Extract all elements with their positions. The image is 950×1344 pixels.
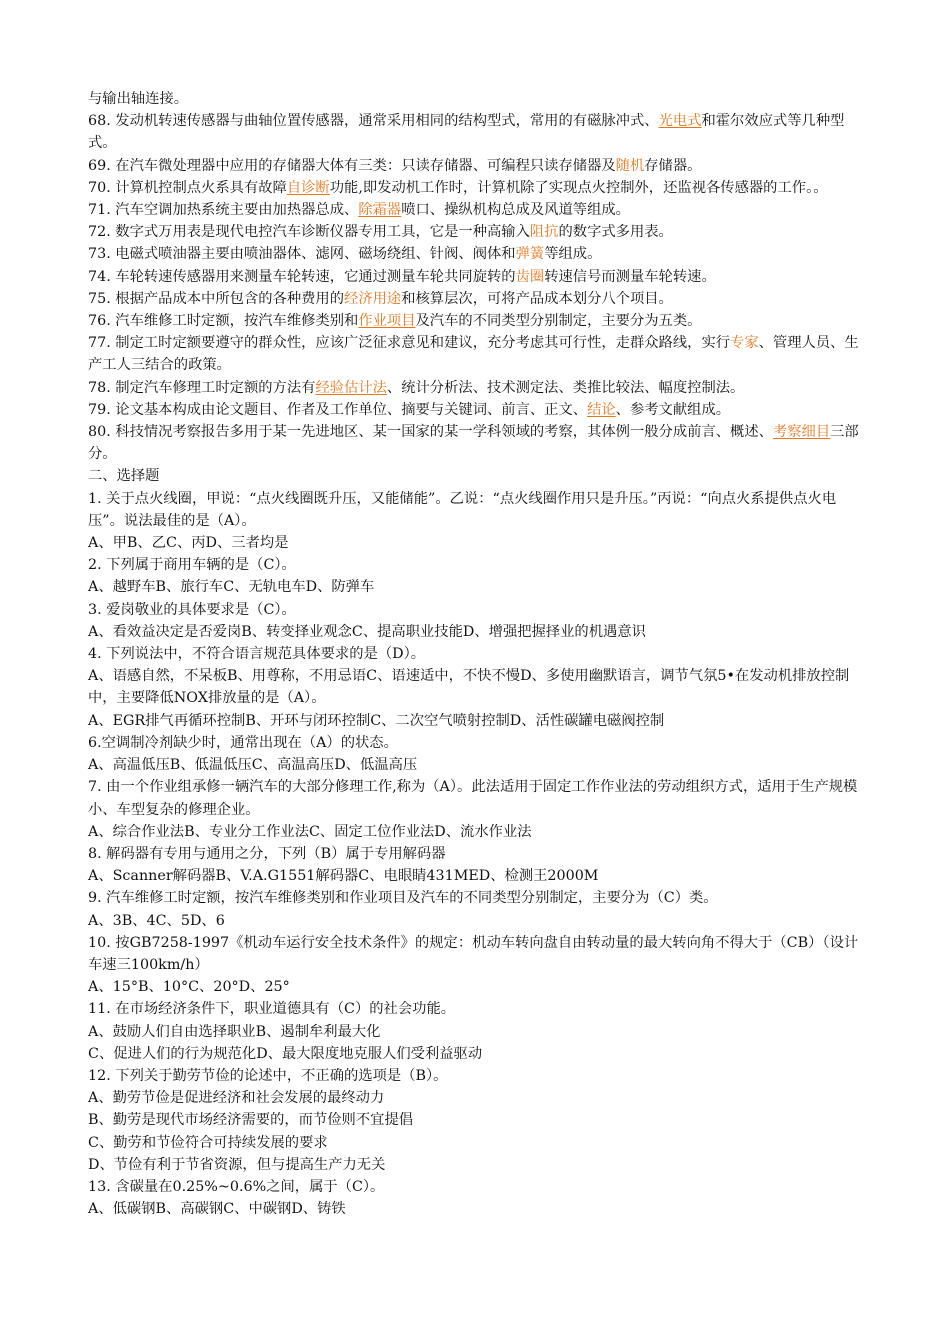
- fill-question: [88, 399, 868, 421]
- question-text: 和霍尔效应式等几种型式。: [88, 113, 845, 152]
- question-text: 等组成。: [544, 246, 602, 263]
- question-text: 存储器。: [644, 157, 702, 174]
- question-text: 72. 数字式万用表是现代电控汽车诊断仪器专用工具，它是一种高输入: [88, 224, 530, 241]
- question-text: 80. 科技情况考察报告多用于某一先进地区、某一国家的某一学科领域的考察，其体例一般分成前言、概述、: [88, 424, 773, 441]
- answer-highlight: 阻抗: [529, 224, 559, 241]
- question-text: 79. 论文基本构成由论文题目、作者及工作单位、摘要与关键词、前言、正文、: [88, 401, 588, 418]
- choice-options: A、3B、4C、5D、6: [88, 912, 225, 929]
- answer-highlight: 自诊断: [286, 179, 330, 196]
- choice-question: 8. 解码器有专用与通用之分，下列（B）属于专用解码器: [88, 845, 446, 862]
- fill-question: [88, 421, 868, 465]
- choice-options: A、Scanner解码器B、V.A.G1551解码器C、电眼睛431MED、检测王2000M: [88, 868, 599, 885]
- question-text: 及汽车的不同类型分别制定，主要分为五类。: [415, 313, 702, 330]
- choice-question: 9. 汽车维修工时定额，按汽车维修类别和作业项目及汽车的不同类型分别制定，主要分为（C）类。: [88, 890, 718, 907]
- choice-options: A、15°B、10°C、20°D、25°: [88, 979, 290, 996]
- question-text: 68. 发动机转速传感器与曲轴位置传感器，通常采用相同的结构型式，常用的有磁脉冲式、: [88, 113, 659, 130]
- answer-highlight: 除霜器: [358, 202, 402, 219]
- question-text: 功能,即发动机工作时，计算机除了实现点火控制外，还监视各传感器的工作。。: [329, 179, 828, 196]
- choice-options: C、促进人们的行为规范化D、最大限度地克服人们受利益驱动: [88, 1045, 483, 1062]
- fill-question: [88, 332, 868, 376]
- answer-highlight: 齿圈: [515, 268, 545, 285]
- fill-question: [88, 243, 868, 265]
- choice-options: A、综合作业法B、专业分工作业法C、固定工位作业法D、流水作业法: [88, 823, 532, 840]
- choice-question: 10. 按GB7258-1997《机动车运行安全技术条件》的规定：机动车转向盘自由转动量的最大转向角不得大于（CB）（设计车速三100km/h）: [88, 934, 859, 973]
- choice-options: A、勤劳节俭是促进经济和社会发展的最终动力: [88, 1090, 385, 1107]
- choice-question: 7. 由一个作业组承修一辆汽车的大部分修理工作,称为（A）。此法适用于固定工作作业法的劳动组织方式，适用于生产规模小、车型复杂的修理企业。: [88, 779, 858, 818]
- answer-highlight: 考察细目: [772, 424, 831, 441]
- choice-question: 4. 下列说法中，不符合语言规范具体要求的是（D）。: [88, 646, 426, 663]
- fill-question: [88, 199, 868, 221]
- fill-question: [88, 221, 868, 243]
- answer-highlight: 经济用途: [344, 290, 402, 307]
- choice-options: A、看效益决定是否爱岗B、转变择业观念C、提高职业技能D、增强把握择业的机遇意识: [88, 623, 646, 640]
- answer-highlight: 结论: [587, 401, 616, 418]
- choice-question: 6.空调制冷剂缺少时，通常出现在（A）的状态。: [88, 734, 398, 751]
- question-text: 70. 计算机控制点火系具有故障: [88, 179, 287, 196]
- choice-options: A、鼓励人们自由选择职业B、遏制牟利最大化: [88, 1023, 381, 1040]
- answer-highlight: 专家: [730, 335, 759, 352]
- choice-options: A、EGR排气再循环控制B、开环与闭环控制C、二次空气喷射控制D、活性碳罐电磁阀控制: [88, 712, 665, 729]
- choice-question: 2. 下列属于商用车辆的是（C）。: [88, 557, 296, 574]
- question-text: 、管理人员、生产工人三结合的政策。: [88, 335, 859, 374]
- document-page: [88, 88, 868, 1220]
- fill-question: [88, 155, 868, 177]
- question-text: 转速信号而测量车轮转速。: [544, 268, 716, 285]
- choice-question: 1. 关于点火线圈，甲说：“点火线圈既升压，又能储能”。乙说：“点火线圈作用只是升压。”丙说：“向点火系提供点火电压”。说法最佳的是（A）。: [88, 490, 837, 529]
- fill-question: [88, 88, 868, 110]
- question-text: 77. 制定工时定额要遵守的群众性，应该广泛征求意见和建议，充分考虑其可行性，走群众路线，实行: [88, 335, 731, 352]
- choice-options: C、勤劳和节俭符合可持续发展的要求: [88, 1134, 328, 1151]
- choice-options: A、低碳钢B、高碳钢C、中碳钢D、铸铁: [88, 1201, 346, 1218]
- choice-options: D、节俭有利于节省资源，但与提高生产力无关: [88, 1156, 386, 1173]
- question-text: 、统计分析法、技术测定法、类推比较法、幅度控制法。: [386, 379, 745, 396]
- question-text: 和核算层次，可将产品成本划分八个项目。: [401, 290, 673, 307]
- question-text: 73. 电磁式喷油器主要由喷油器体、滤网、磁场绕组、针阀、阀体和: [88, 246, 516, 263]
- fill-question: [88, 377, 868, 399]
- fill-question: [88, 177, 868, 199]
- choice-options: A、甲B、乙C、丙D、三者均是: [88, 535, 289, 552]
- choice-question: 11. 在市场经济条件下，职业道德具有（C）的社会功能。: [88, 1001, 456, 1018]
- fill-question: [88, 288, 868, 310]
- section-title: 二、选择题: [88, 468, 160, 485]
- question-text: 、参考文献组成。: [615, 401, 731, 418]
- answer-highlight: 弹簧: [515, 246, 545, 263]
- question-text: 与输出轴连接。: [88, 91, 189, 107]
- answer-highlight: 随机: [615, 157, 645, 174]
- question-text: 喷口、操纵机构总成及风道等组成。: [401, 202, 630, 219]
- question-text: 76. 汽车维修工时定额，按汽车维修类别和: [88, 313, 359, 330]
- choice-questions: [88, 488, 868, 1221]
- choice-options: A、越野车B、旅行车C、无轨电车D、防弹车: [88, 579, 375, 596]
- question-text: 的数字式多用表。: [558, 224, 673, 241]
- fill-question: [88, 266, 868, 288]
- question-text: 三部分。: [88, 424, 859, 463]
- answer-highlight: 光电式: [658, 113, 702, 130]
- choice-question: 13. 含碳量在0.25%~0.6%之间，属于（C）。: [88, 1178, 385, 1195]
- question-text: 71. 汽车空调加热系统主要由加热器总成、: [88, 202, 359, 219]
- fill-question: [88, 310, 868, 332]
- choice-question: 12. 下列关于勤劳节俭的论述中，不正确的选项是（B）。: [88, 1067, 448, 1084]
- question-text: 69. 在汽车微处理器中应用的存储器大体有三类：只读存储器、可编程只读存储器及: [88, 157, 616, 174]
- question-text: 78. 制定汽车修理工时定额的方法有: [88, 379, 316, 396]
- answer-highlight: 经验估计法: [315, 379, 387, 396]
- choice-options: A、语感自然，不呆板B、用尊称，不用忌语C、语速适中，不快不慢D、多使用幽默语言，调节气氛5•在发动机排放控制中，主要降低NOX排放量的是（A）。: [88, 668, 850, 707]
- fill-in-questions: [88, 88, 868, 465]
- question-text: 74. 车轮转速传感器用来测量车轮转速，它通过测量车轮共同旋转的: [88, 268, 516, 285]
- choice-options: A、高温低压B、低温低压C、高温高压D、低温高压: [88, 757, 418, 774]
- answer-highlight: 作业项目: [358, 313, 416, 330]
- choice-question: 3. 爱岗敬业的具体要求是（C）。: [88, 601, 296, 618]
- fill-question: [88, 110, 868, 154]
- choice-options: B、勤劳是现代市场经济需要的，而节俭则不宜提倡: [88, 1112, 414, 1129]
- question-text: 75. 根据产品成本中所包含的各种费用的: [88, 290, 345, 307]
